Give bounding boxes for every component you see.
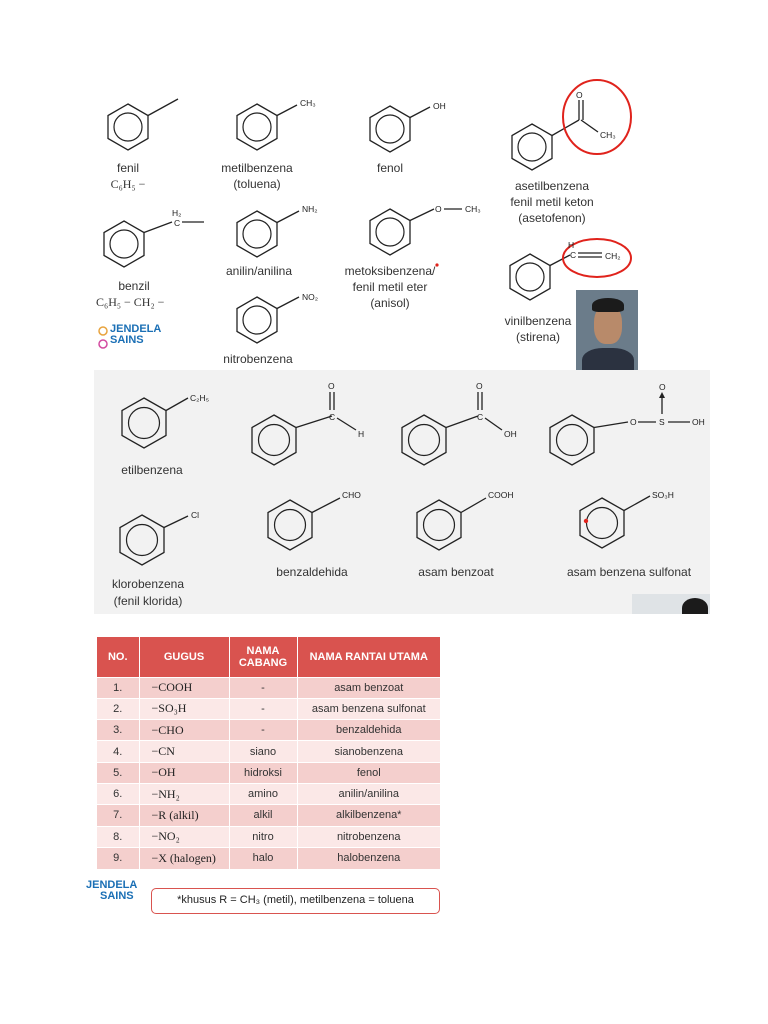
- formula-fenil: C₆H₅ −: [110, 177, 146, 191]
- table-row: [97, 826, 440, 847]
- sub-s-sulfonat: S: [659, 417, 665, 427]
- label-fenol: fenol: [376, 161, 404, 175]
- sub-o-sulfonat: O: [630, 417, 637, 427]
- cell-cabang: halo: [229, 847, 297, 868]
- table-row: [97, 805, 440, 826]
- table-header-row: [97, 637, 440, 677]
- cell-cabang: amino: [229, 783, 297, 804]
- sub-c-benzoat: C: [477, 412, 484, 422]
- asam-sulfonat-upper-structure: [550, 392, 690, 465]
- header-no: NO.: [97, 637, 139, 677]
- logo-line2: SAINS: [110, 334, 144, 346]
- cell-utama: sianobenzena: [297, 741, 440, 762]
- label-fenil-metil-keton: fenil metil keton: [510, 195, 594, 209]
- jendela-sains-logo-2: [86, 880, 137, 902]
- label-vinilbenzena: vinilbenzena: [504, 314, 572, 328]
- label-fenil-metil-eter: fenil metil eter: [352, 280, 428, 294]
- annotation-dot: [435, 263, 438, 266]
- cell-cabang: hidroksi: [229, 762, 297, 783]
- cell-utama: fenol: [297, 762, 440, 783]
- annotation-circle-keton: [563, 80, 631, 154]
- presenter-webcam-2: [632, 594, 710, 614]
- benzil-structure: [104, 221, 204, 267]
- sub-no2-nitro: NO₂: [302, 292, 319, 302]
- sub-o-top-sulfonat: O: [659, 382, 666, 392]
- header-cabang: NAMA CABANG: [229, 637, 297, 677]
- sub-o-aldehid: O: [328, 381, 335, 391]
- sub-cl: Cl: [191, 510, 200, 520]
- sub-cooh: COOH: [488, 490, 514, 500]
- cell-gugus: −NO₂: [139, 826, 229, 847]
- cell-gugus: −R (alkil): [139, 805, 229, 826]
- slide-benzene-derivatives-1: [92, 72, 638, 370]
- nitrobenzena-structure: [237, 297, 299, 343]
- cell-no: 8.: [97, 826, 139, 847]
- sub-nh2-anilin: NH₂: [302, 204, 318, 214]
- logo-line1: JENDELA: [110, 323, 162, 335]
- cell-no: 5.: [97, 762, 139, 783]
- cell-gugus: −X (halogen): [139, 847, 229, 868]
- presenter-webcam: [576, 290, 638, 370]
- sub-c-aldehid: C: [329, 412, 336, 422]
- sub-ch3-metoksi: CH₃: [465, 204, 481, 214]
- cell-gugus: −CHO: [139, 720, 229, 741]
- benzaldehida-upper-structure: [252, 392, 356, 465]
- cell-utama: benzaldehida: [297, 720, 440, 741]
- label-toluena: (toluena): [233, 177, 281, 191]
- cell-utama: asam benzoat: [297, 677, 440, 698]
- sub-so3h: SO₃H: [652, 490, 674, 500]
- cell-no: 4.: [97, 741, 139, 762]
- cell-no: 7.: [97, 805, 139, 826]
- cell-no: 9.: [97, 847, 139, 868]
- formula-benzil: C₆H₅ − CH₂ −: [96, 295, 165, 309]
- table-row: [97, 762, 440, 783]
- label-asetofenon: (asetofenon): [518, 211, 586, 225]
- cell-gugus: −OH: [139, 762, 229, 783]
- cell-cabang: -: [229, 720, 297, 741]
- fenol-structure: [370, 106, 430, 152]
- label-asam-benzoat: asam benzoat: [418, 565, 494, 579]
- sub-h-vinil: H: [568, 240, 575, 250]
- label-metoksibenzena: metoksibenzena/: [344, 264, 436, 278]
- label-fenil: fenil: [116, 161, 140, 175]
- table-row: [97, 698, 440, 719]
- sub-o-metoksi: O: [435, 204, 442, 214]
- table-row: [97, 741, 440, 762]
- jendela-sains-logo: [96, 324, 161, 346]
- header-gugus: GUGUS: [139, 637, 229, 677]
- sub-oh-sulfonat: OH: [692, 417, 705, 427]
- label-benzaldehida: benzaldehida: [276, 565, 348, 579]
- sub-cho: CHO: [342, 490, 361, 500]
- table-row: [97, 720, 440, 741]
- klorobenzena-structure: [120, 515, 188, 565]
- label-etilbenzena: etilbenzena: [121, 463, 183, 477]
- functional-group-table: [97, 637, 440, 869]
- sub-c-benzil: C: [174, 218, 181, 228]
- cell-gugus: −NH₂: [139, 783, 229, 804]
- sub-o-benzoat: O: [476, 381, 483, 391]
- etilbenzena-structure: [122, 398, 188, 448]
- label-metilbenzena: metilbenzena: [221, 161, 293, 175]
- metoksibenzena-structure: [370, 209, 462, 267]
- cell-gugus: −SO₃H: [139, 698, 229, 719]
- slide-benzene-derivatives-2: [94, 370, 710, 614]
- label-fenil-klorida: (fenil klorida): [113, 594, 183, 608]
- cell-no: 6.: [97, 783, 139, 804]
- table-row: [97, 847, 440, 868]
- label-nitrobenzena: nitrobenzena: [223, 352, 293, 366]
- cell-no: 3.: [97, 720, 139, 741]
- label-anilin: anilin/anilina: [225, 264, 293, 278]
- sub-ch3-keton: CH₃: [600, 130, 616, 140]
- label-benzil: benzil: [118, 279, 150, 293]
- cell-utama: halobenzena: [297, 847, 440, 868]
- cell-utama: anilin/anilina: [297, 783, 440, 804]
- logo2-line2: SAINS: [100, 890, 134, 902]
- sub-h-aldehid: H: [358, 429, 365, 439]
- sub-oh-fenol: OH: [433, 101, 446, 111]
- sub-h2-benzil: H₂: [172, 208, 182, 218]
- sub-o-keton: O: [576, 90, 583, 100]
- footnote-box: *khusus R = CH₃ (metil), metilbenzena = toluena: [151, 888, 440, 914]
- structures-panel-1: [92, 72, 638, 370]
- table-row: [97, 783, 440, 804]
- cell-no: 1.: [97, 677, 139, 698]
- sub-c-vinil: C: [570, 250, 577, 260]
- label-stirena: (stirena): [515, 330, 561, 344]
- asam-benzoat-upper-structure: [402, 392, 502, 465]
- cell-gugus: −COOH: [139, 677, 229, 698]
- asam-benzoat-lower-structure: [417, 498, 486, 550]
- sub-ch3-metil: CH₃: [300, 98, 316, 108]
- benzaldehida-lower-structure: [268, 498, 340, 550]
- cell-no: 2.: [97, 698, 139, 719]
- label-asetilbenzena: asetilbenzena: [514, 179, 590, 193]
- annotation-dot-2: [584, 519, 588, 523]
- cell-gugus: −CN: [139, 741, 229, 762]
- sub-c2h5: C₂H₅: [190, 393, 210, 403]
- logo-mark-icon: [96, 326, 110, 340]
- logo2-line1: JENDELA: [86, 879, 138, 891]
- cell-cabang: -: [229, 698, 297, 719]
- asetilbenzena-structure: [512, 80, 631, 170]
- label-klorobenzena: klorobenzena: [111, 577, 185, 591]
- sub-ch2-vinil: CH₂: [605, 251, 621, 261]
- label-anisol: (anisol): [370, 296, 410, 310]
- anilin-structure: [237, 211, 299, 257]
- cell-utama: alkilbenzena*: [297, 805, 440, 826]
- header-utama: NAMA RANTAI UTAMA: [297, 637, 440, 677]
- structures-panel-2: [94, 370, 710, 614]
- cell-cabang: siano: [229, 741, 297, 762]
- fenil-structure: [108, 99, 178, 150]
- metilbenzena-structure: [237, 104, 297, 150]
- sub-oh-benzoat: OH: [504, 429, 517, 439]
- cell-utama: nitrobenzena: [297, 826, 440, 847]
- cell-cabang: -: [229, 677, 297, 698]
- table-row: [97, 677, 440, 698]
- cell-cabang: alkil: [229, 805, 297, 826]
- asam-sulfonat-lower-structure: [580, 496, 650, 548]
- cell-cabang: nitro: [229, 826, 297, 847]
- cell-utama: asam benzena sulfonat: [297, 698, 440, 719]
- label-asam-sulfonat: asam benzena sulfonat: [566, 565, 692, 579]
